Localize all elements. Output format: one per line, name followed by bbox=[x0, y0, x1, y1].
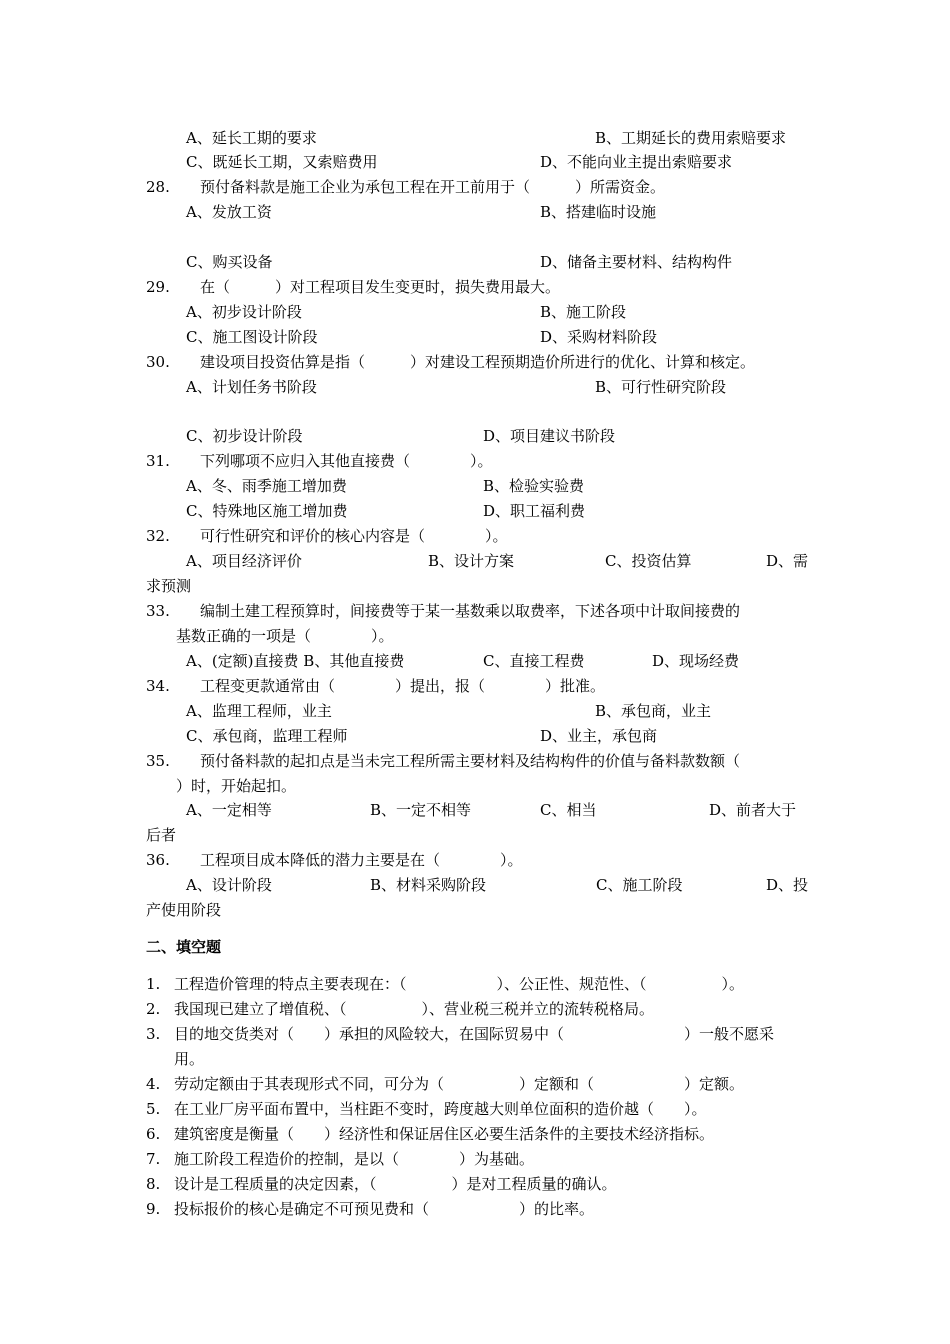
q27-option-b: B、工期延长的费用索赔要求 bbox=[595, 129, 787, 147]
fill-item-1-text: 工程造价管理的特点主要表现在：（ ）、公正性、规范性、（ ）。 bbox=[174, 975, 745, 993]
fill-item-1-number: 1. bbox=[146, 975, 161, 993]
q32-question: 可行性研究和评价的核心内容是（ ）。 bbox=[200, 527, 508, 545]
fill-item-8-number: 8. bbox=[146, 1175, 161, 1193]
fill-item-2-text: 我国现已建立了增值税、（ ）、营业税三税并立的流转税格局。 bbox=[174, 1000, 655, 1018]
fill-item-7-text: 施工阶段工程造价的控制，是以（ ）为基础。 bbox=[174, 1150, 535, 1168]
q32-option-c: C、投资估算 bbox=[605, 552, 692, 570]
q30-question: 建设项目投资估算是指（ ）对建设工程预期造价所进行的优化、计算和核定。 bbox=[200, 353, 756, 371]
fill-item-2-number: 2. bbox=[146, 1000, 161, 1018]
q33-option-d: D、现场经费 bbox=[652, 652, 740, 670]
q30-option-c: C、初步设计阶段 bbox=[186, 427, 303, 445]
fill-item-4-text: 劳动定额由于其表现形式不同，可分为（ ）定额和（ ）定额。 bbox=[174, 1075, 745, 1093]
q29-option-b: B、施工阶段 bbox=[540, 303, 627, 321]
q29-question: 在（ ）对工程项目发生变更时，损失费用最大。 bbox=[200, 278, 561, 296]
q29-number: 29. bbox=[146, 278, 170, 296]
q33-question-cont: 基数正确的一项是（ ）。 bbox=[176, 627, 394, 645]
q33-question: 编制土建工程预算时，间接费等于某一基数乘以取费率，下述各项中计取间接费的 bbox=[200, 602, 741, 620]
q32-option-a: A、项目经济评价 bbox=[186, 552, 302, 570]
q31-option-d: D、职工福利费 bbox=[483, 502, 586, 520]
q34-question: 工程变更款通常由（ ）提出，报（ ）批准。 bbox=[200, 677, 606, 695]
q35-option-d: D、前者大于 bbox=[709, 801, 797, 819]
q36-option-a: A、设计阶段 bbox=[186, 876, 272, 894]
q31-option-a: A、冬、雨季施工增加费 bbox=[186, 477, 347, 495]
q31-question: 下列哪项不应归入其他直接费（ ）。 bbox=[200, 452, 493, 470]
q28-option-a: A、发放工资 bbox=[186, 203, 272, 221]
q36-option-d: D、投 bbox=[766, 876, 809, 894]
q34-number: 34. bbox=[146, 677, 170, 695]
q27-option-a: A、延长工期的要求 bbox=[186, 129, 317, 147]
fill-item-8-text: 设计是工程质量的决定因素，（ ）是对工程质量的确认。 bbox=[174, 1175, 617, 1193]
fill-item-9-text: 投标报价的核心是确定不可预见费和（ ）的比率。 bbox=[174, 1200, 595, 1218]
fill-item-7-number: 7. bbox=[146, 1150, 161, 1168]
q34-option-c: C、承包商，监理工程师 bbox=[186, 727, 348, 745]
q31-number: 31. bbox=[146, 452, 170, 470]
q36-option-c: C、施工阶段 bbox=[596, 876, 683, 894]
q28-option-d: D、储备主要材料、结构构件 bbox=[540, 253, 733, 271]
q31-option-c: C、特殊地区施工增加费 bbox=[186, 502, 348, 520]
q27-option-d: D、不能向业主提出索赔要求 bbox=[540, 153, 733, 171]
q36-question: 工程项目成本降低的潜力主要是在（ ）。 bbox=[200, 851, 523, 869]
fill-item-3-text: 目的地交货类对（ ）承担的风险较大，在国际贸易中（ ）一般不愿采 bbox=[174, 1025, 775, 1043]
q32-option-d-wrap: 求预测 bbox=[146, 577, 192, 595]
q29-option-c: C、施工图设计阶段 bbox=[186, 328, 318, 346]
q33-option-c: C、直接工程费 bbox=[483, 652, 585, 670]
fill-item-4-number: 4. bbox=[146, 1075, 161, 1093]
q36-number: 36. bbox=[146, 851, 170, 869]
q30-number: 30. bbox=[146, 353, 170, 371]
q31-option-b: B、检验实验费 bbox=[483, 477, 585, 495]
q36-option-d-wrap: 产使用阶段 bbox=[146, 901, 222, 919]
q28-number: 28. bbox=[146, 178, 170, 196]
q30-option-d: D、项目建议书阶段 bbox=[483, 427, 616, 445]
q35-option-a: A、一定相等 bbox=[186, 801, 272, 819]
q30-option-b: B、可行性研究阶段 bbox=[595, 378, 727, 396]
q35-option-c: C、相当 bbox=[540, 801, 597, 819]
fill-item-3-number: 3. bbox=[146, 1025, 161, 1043]
fill-item-3-text-cont: 用。 bbox=[174, 1050, 205, 1068]
q36-option-b: B、材料采购阶段 bbox=[370, 876, 487, 894]
q35-question-cont: ）时，开始起扣。 bbox=[176, 777, 297, 795]
q30-option-a: A、计划任务书阶段 bbox=[186, 378, 317, 396]
q32-option-d: D、需 bbox=[766, 552, 809, 570]
q35-option-d-wrap: 后者 bbox=[146, 826, 177, 844]
q32-option-b: B、设计方案 bbox=[428, 552, 515, 570]
fill-item-6-text: 建筑密度是衡量（ ）经济性和保证居住区必要生活条件的主要技术经济指标。 bbox=[174, 1125, 715, 1143]
q28-question: 预付备料款是施工企业为承包工程在开工前用于（ ）所需资金。 bbox=[200, 178, 666, 196]
q28-option-c: C、购买设备 bbox=[186, 253, 273, 271]
q34-option-b: B、承包商，业主 bbox=[595, 702, 712, 720]
q35-number: 35. bbox=[146, 752, 170, 770]
q28-option-b: B、搭建临时设施 bbox=[540, 203, 657, 221]
q29-option-d: D、采购材料阶段 bbox=[540, 328, 658, 346]
q29-option-a: A、初步设计阶段 bbox=[186, 303, 302, 321]
fill-item-9-number: 9. bbox=[146, 1200, 161, 1218]
q27-option-c: C、既延长工期，又索赔费用 bbox=[186, 153, 378, 171]
fill-item-5-number: 5. bbox=[146, 1100, 161, 1118]
q34-option-a: A、监理工程师，业主 bbox=[186, 702, 332, 720]
q35-question: 预付备料款的起扣点是当未完工程所需主要材料及结构构件的价值与备料款数额（ bbox=[200, 752, 741, 770]
section-heading-fill-in: 二、填空题 bbox=[146, 938, 222, 956]
q32-number: 32. bbox=[146, 527, 170, 545]
fill-item-6-number: 6. bbox=[146, 1125, 161, 1143]
fill-item-5-text: 在工业厂房平面布置中，当柱距不变时，跨度越大则单位面积的造价越（ ）。 bbox=[174, 1100, 707, 1118]
q34-option-d: D、业主，承包商 bbox=[540, 727, 658, 745]
q35-option-b: B、一定不相等 bbox=[370, 801, 472, 819]
q33-number: 33. bbox=[146, 602, 170, 620]
q33-option-ab: A、(定额)直接费 B、其他直接费 bbox=[186, 652, 405, 670]
